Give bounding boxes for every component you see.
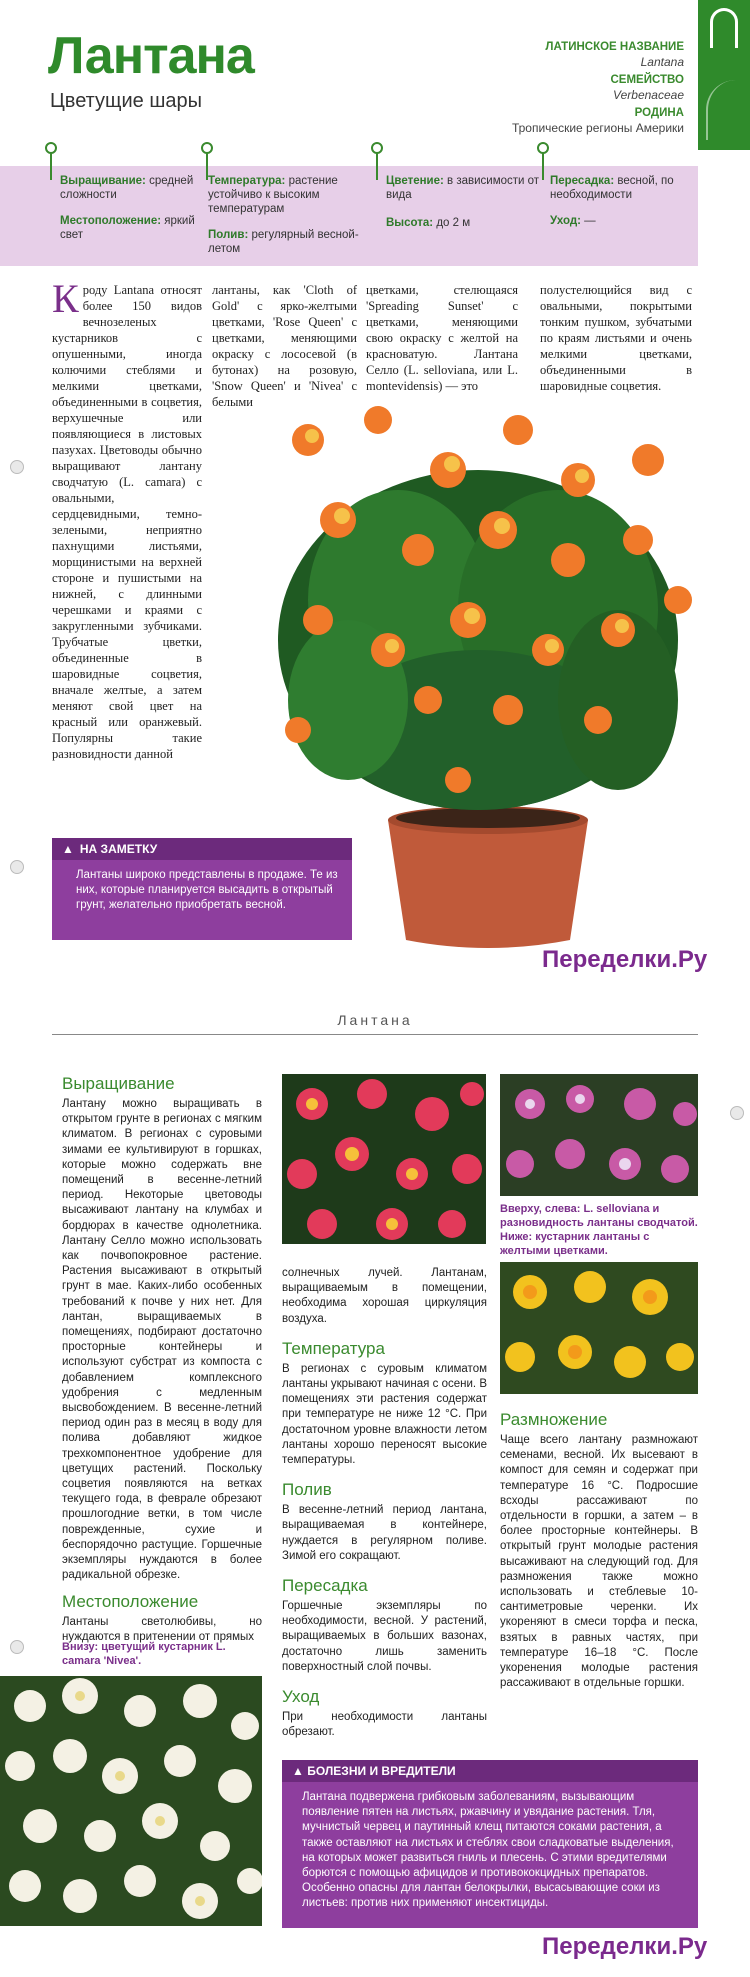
yellow-lantana-photo xyxy=(500,1262,698,1394)
header-rule xyxy=(52,1034,698,1035)
location-value: яркий свет xyxy=(60,215,195,241)
water-value: регулярный весной-летом xyxy=(208,229,359,255)
diseases-text: Лантана подвержена грибковым заболеваниям, вызывающим появление пятен на листьях, ржавчину и увядание растения. Тля, мучнистый червец и паутинный клещ питаются соками растения, а также оставляют на листьях и стеблях свои сладковатые выделения, на которых может развиться гниль и плесень. С этими вредителями борются с помощью афицидов и противококцидных препаратов. Особенно опасны для лантан белокрылки, высасывающие соки из листьев: против них применяют инсектициды. xyxy=(302,1791,674,1910)
location-text: Лантаны светолюбивы, но нуждаются в притенении от прямых xyxy=(62,1615,262,1643)
band-col-transplant xyxy=(550,174,690,240)
temperature-heading: Температура xyxy=(282,1338,385,1358)
info-band xyxy=(0,166,698,266)
intro-column-1 xyxy=(52,276,202,762)
diseases-header xyxy=(282,1760,698,1782)
care-label: Уход: xyxy=(550,215,581,227)
binder-hole xyxy=(730,1106,744,1120)
diseases-box xyxy=(282,1760,698,1928)
propagation-text: Чаще всего лантану размножают семенами, весной. Их высевают в компост для семян и содержат при температуре 16 °С. Подросшие всходы рассаживают по отдельности в горшки, а затем – в более просторные контейнеры. В открытый грунт молодые растения высаживают на следующий год. Для размножения также можно использовать и стеблевые 10-сантиметровые черенки. Их укореняют в смеси торфа и песка, взятых в равных частях, при температуре 16–18 °С. После укоренения молодые растения рассаживают в отдельные горшки. xyxy=(500,1434,698,1690)
band-col-growing xyxy=(60,174,210,254)
drop-cap: К xyxy=(52,276,79,321)
page-two xyxy=(0,990,750,1977)
column-middle xyxy=(282,1266,487,1740)
growing-label: Выращивание: xyxy=(60,175,146,187)
propagation-heading: Размножение xyxy=(500,1410,608,1429)
temp-value: растение устойчиво к высоким температурам xyxy=(208,175,338,215)
band-col-temp xyxy=(208,174,378,268)
origin-label: РОДИНА xyxy=(634,107,684,119)
water-label: Полив: xyxy=(208,229,249,241)
watering-text: В весенне-летний период лантана, выращиваемая в контейнере, нуждается в регулярном поливе. Зимой его сокращают. xyxy=(282,1504,487,1562)
binder-hole xyxy=(10,460,24,474)
note-header xyxy=(52,838,352,860)
bloom-label: Цветение: xyxy=(386,175,444,187)
binder-hole xyxy=(10,1640,24,1654)
letter-tab xyxy=(698,0,750,150)
transplant-label: Пересадка: xyxy=(550,175,615,187)
bloom-value: в зависимости от вида xyxy=(386,175,540,201)
note-box xyxy=(52,838,352,940)
watermark-logo: Переделки.Ру xyxy=(542,1933,708,1960)
temp-label: Температура: xyxy=(208,175,286,187)
height-label: Высота: xyxy=(386,217,434,229)
band-col-bloom xyxy=(386,174,546,242)
family-label: СЕМЕЙСТВО xyxy=(610,74,684,86)
intro-column-3: цветками, стелющаяся 'Spreading Sunset' с цветками, меняющими свою окраску с желтой на красноватую. Лантана Селло (L. selloviana, или L. montevidensis) — это xyxy=(366,283,518,393)
temperature-text: В регионах с суровым климатом лантаны укрывают начиная с осени. В помещениях эти растения содержат при температуре не ниже 12 °С. При достаточном уровне влажности летом лантаны хорошо переносят высокие температуры. xyxy=(282,1362,487,1467)
letter-l-icon xyxy=(710,8,738,48)
running-header: Лантана xyxy=(337,1012,413,1028)
binder-hole xyxy=(10,860,24,874)
white-lantana-photo xyxy=(0,1676,262,1926)
caption-top: Вверху, слева: L. selloviana и разновидность лантаны сводчатой. Ниже: кустарник лантаны с желтыми цветками. xyxy=(500,1203,698,1257)
bud-icon xyxy=(44,142,58,180)
care-value: — xyxy=(580,215,596,227)
pink-lantana-photo xyxy=(500,1074,698,1196)
height-value: до 2 м xyxy=(433,217,471,229)
caption-bottom: Внизу: цветущий кустарник L. camara 'Nivea'. xyxy=(62,1641,226,1667)
location-continued: солнечных лучей. Лантанам, выращиваемым в помещении, необходима хорошая циркуляция воздуха. xyxy=(282,1267,487,1325)
care-text: При необходимости лантаны обрезают. xyxy=(282,1711,487,1739)
growing-text: Лантану можно выращивать в открытом грунте в регионах с мягким климатом. В регионах с суровыми зимами ее культивируют в горшках, которые можно содержать вне помещений в весенне-летний период. Некоторые цветоводы высаживают лантану на клумбах и бордюрах в качестве однолетника. Лантану Селло можно использовать как почвопокровное растение. Растения высаживают в открытый грунт в мае. Каких-либо особенных требований к почве у них нет. Для лантан, выращиваемых в помещениях, подбирают достаточно просторные контейнеры и используют субстрат из компоста с добавлением комплексного удобрения с медленным высвобождением. В весенне-летний период один раз в месяц в воду для полива добавляют жидкое трехкомпонентное удобрение для цветущих растений. Поскольку соцветия появляются на ветках текущего года, в феврале обрезают прошлогодние ветки, в том числе поврежденные, сухие и беспорядочно растущие. Горшечные экземпляры нуждаются в более радикальной обрезке. xyxy=(62,1098,262,1582)
bud-icon xyxy=(370,142,384,180)
growing-heading: Выращивание xyxy=(62,1074,175,1093)
vine-ornament xyxy=(706,80,742,140)
red-lantana-photo xyxy=(282,1074,486,1244)
note-title: НА ЗАМЕТКУ xyxy=(79,842,158,856)
transplant-heading: Пересадка xyxy=(282,1576,368,1596)
column-propagation xyxy=(500,1410,698,1691)
growing-value: средней сложности xyxy=(60,175,194,201)
intro-column-4: полустелющийся вид с овальными, покрытыми тонким пушком, зубчатыми по краям листьями и очень мелкими цветками, объединенными в шаровидные соцветия. xyxy=(540,283,692,393)
transplant-text: Горшечные экземпляры по необходимости, весной. У растений, выращиваемых в больших вазонах, достаточно лишь заменить поверхностный слой почвы. xyxy=(282,1600,487,1673)
bud-icon xyxy=(536,142,550,180)
intro-text-1: роду Lantana относят более 150 видов вечнозеленых кустарников с опушенными, иногда колючими стеблями и мелкими цветками, объединенными в соцветия, верхушечные или появляющиеся в листовых пазухах. Цветоводы обычно выращивают лантану сводчатую (L. camara) с овальными, сердцевидными, темно-зелеными, неприятно пахнущими листьями, морщинистыми на верхней стороне и пушистыми на нижней, с длинными черешками и краями с закругленными зубчиками. Трубчатые цветки, объединенные в шаровидные соцветия, вначале желтые, а затем меняют свой цвет на красный или оранжевый. Популярны такие разновидности данной xyxy=(52,283,202,761)
latin-value: Lantana xyxy=(640,55,684,69)
column-growing xyxy=(62,1074,262,1645)
page-subtitle: Цветущие шары xyxy=(50,90,203,112)
arrow-up-icon: ▲ xyxy=(292,1764,308,1778)
arrow-up-icon: ▲ xyxy=(62,842,74,856)
latin-label: ЛАТИНСКОЕ НАЗВАНИЕ xyxy=(545,41,684,53)
note-text: Лантаны широко представлены в продаже. Те из них, которые планируется высадить в открытый грунт, желательно приобретать весной. xyxy=(76,869,338,911)
bud-icon xyxy=(200,142,214,180)
diseases-title: БОЛЕЗНИ И ВРЕДИТЕЛИ xyxy=(307,1764,456,1778)
care-heading: Уход xyxy=(282,1687,320,1707)
origin-value: Тропические регионы Америки xyxy=(511,121,684,135)
transplant-value: весной, по необходимости xyxy=(550,175,674,201)
plant-meta xyxy=(454,40,684,139)
watermark-logo: Переделки.Ру xyxy=(542,946,708,973)
page-title: Лантана xyxy=(48,27,254,85)
location-label: Местоположение: xyxy=(60,215,162,227)
location-heading: Местоположение xyxy=(62,1591,199,1611)
watering-heading: Полив xyxy=(282,1480,332,1500)
family-value: Verbenaceae xyxy=(613,88,684,102)
intro-column-2: лантаны, как 'Cloth of Gold' с ярко-желтыми цветками, 'Rose Queen' с цветками, меняющими окраску с лососевой (в бутонах) на розовую, 'Snow Queen' и 'Nivea' с белыми xyxy=(212,283,357,409)
